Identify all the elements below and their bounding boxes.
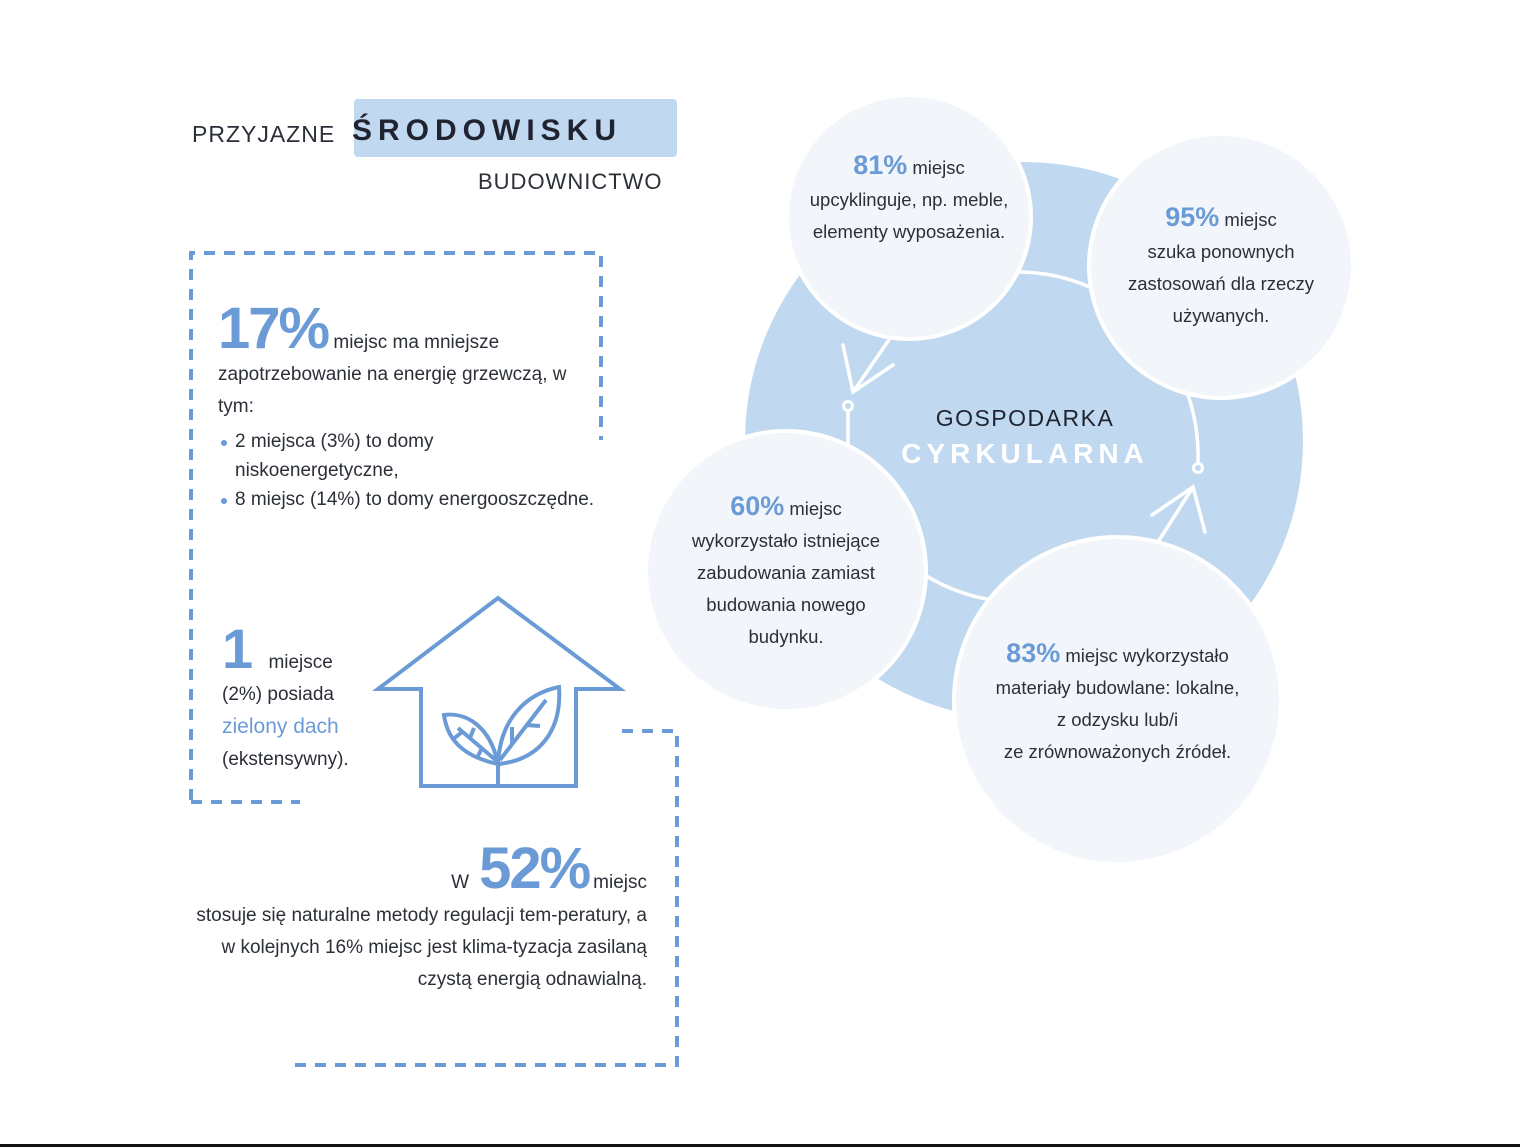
bubble-existing-buildings [648, 433, 924, 709]
list-item: 2 miejsca (3%) to domy niskoenergetyczne, [218, 427, 598, 485]
circular-economy-title-line2: CYRKULARNA [901, 438, 1149, 469]
bubble-materials [956, 539, 1279, 862]
bubble-line: zastosowań dla rzeczy [1127, 272, 1315, 294]
bubble-inline: miejsc wykorzystało [1065, 645, 1229, 666]
bubble-line: ze zrównoważonych źródeł. [1003, 741, 1232, 762]
green-roof-line2: (2%) posiada [222, 684, 334, 705]
bubble-inline: miejsc [912, 157, 965, 178]
bubble-line: upcyklinguje, np. meble, [809, 189, 1009, 210]
temperature-stat-inline: miejsc [593, 872, 647, 893]
bubble-line: z odzysku lub/i [1056, 709, 1179, 730]
bubble-line: zabudowania zamiast [697, 561, 875, 583]
heating-stat-list [218, 427, 598, 514]
green-roof-highlight: zielony dach [222, 715, 339, 738]
heating-stat-inline: miejsc ma mniejsze [333, 332, 500, 353]
green-roof-stat-inline: miejsce [268, 652, 333, 673]
circular-economy-title [880, 405, 1170, 470]
temperature-stat-text: stosuje się naturalne metody regulacji tem-peratury, a w kolejnych 16% miejsc jest klima-tyzacja zasilaną czystą energią odnawialną. [196, 905, 647, 990]
bubble-line: budynku. [748, 625, 824, 647]
bubble-line: elementy wyposażenia. [812, 221, 1006, 242]
bubble-value: 81% [853, 150, 908, 180]
temperature-stat-block [190, 838, 647, 996]
circular-economy-title-line1: GOSPODARKA [935, 405, 1115, 431]
bubble-line: wykorzystało istniejące [691, 529, 881, 551]
bubble-value: 60% [730, 490, 785, 521]
bubble-value: 83% [1006, 638, 1061, 668]
title-highlight: ŚRODOWISKU [352, 114, 622, 147]
heating-stat-block [218, 296, 598, 514]
temperature-stat-lead: W [451, 872, 470, 893]
bubble-reuse [1091, 136, 1351, 396]
bubble-inline: miejsc [1224, 208, 1277, 230]
bubble-inline: miejsc [789, 497, 842, 519]
heating-stat-value: 17% [218, 296, 329, 361]
list-item: 8 miejsc (14%) to domy energooszczędne. [218, 485, 598, 514]
temperature-stat-value: 52% [479, 836, 590, 901]
bubble-upcycling [789, 97, 1029, 337]
title-suffix: BUDOWNICTWO [478, 169, 663, 194]
heating-stat-text: zapotrzebowanie na energię grzewczą, w tym: [218, 364, 567, 417]
bubble-value: 95% [1165, 201, 1220, 232]
title-prefix: PRZYJAZNE [192, 121, 336, 147]
bubble-line: szuka ponownych [1147, 240, 1295, 262]
green-roof-stat-block [222, 617, 382, 776]
house-with-leaves-icon [378, 598, 620, 786]
bubble-line: używanych. [1172, 304, 1270, 326]
bubble-line: materiały budowlane: lokalne, [995, 677, 1240, 698]
green-roof-stat-value: 1 [222, 617, 254, 680]
bubble-line: budowania nowego [706, 593, 866, 615]
green-roof-line4: (ekstensywny). [222, 749, 349, 770]
